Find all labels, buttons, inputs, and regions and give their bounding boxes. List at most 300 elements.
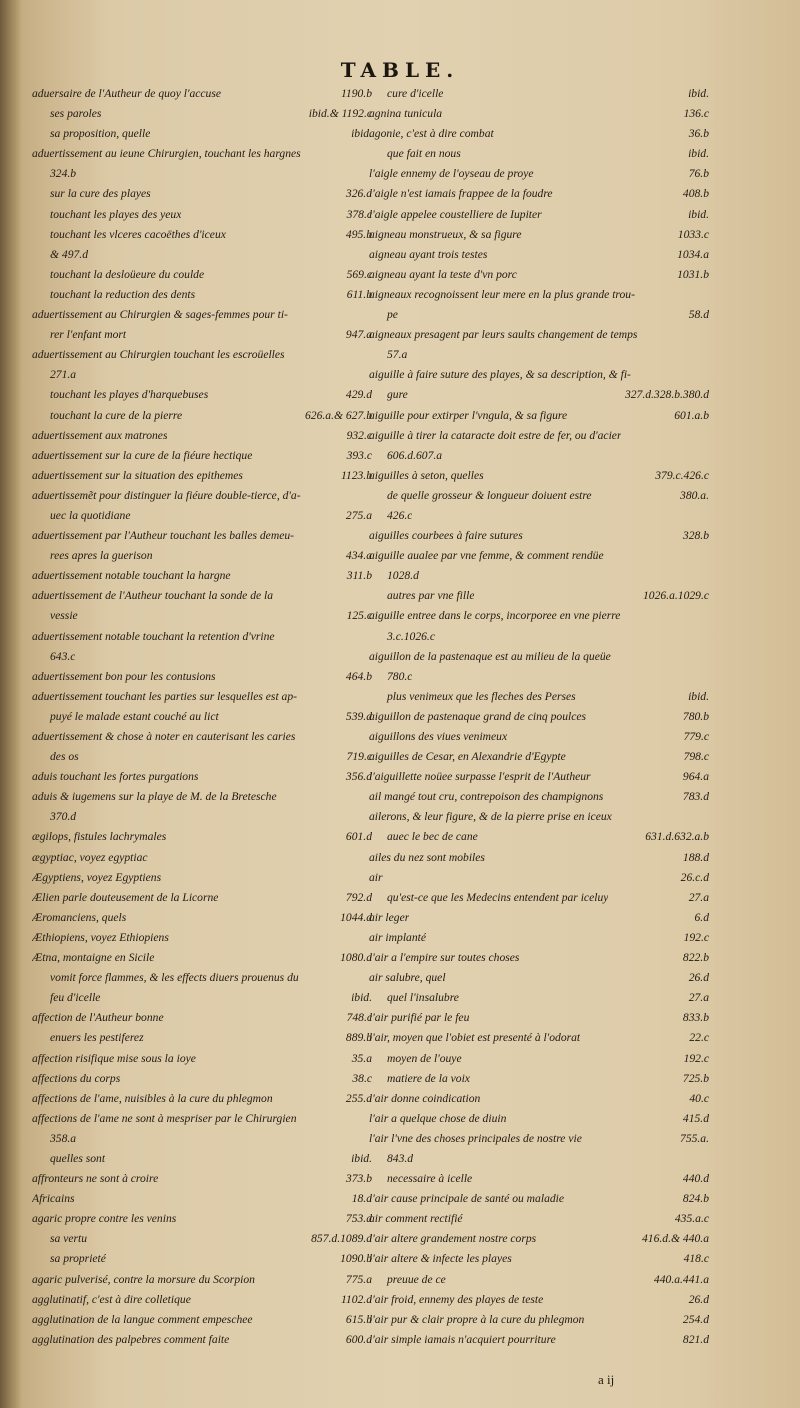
index-entry <box>369 164 709 184</box>
index-entry-page: 435.a.c <box>674 1212 709 1226</box>
index-entry-text: sa proposition, quelle <box>50 127 151 141</box>
index-entry-page: 408.b <box>682 187 709 201</box>
index-entry-text: aiguille entree dans le corps, incorporee en vne pierre <box>369 609 621 623</box>
index-entry-text: agnina tunicula <box>369 107 443 121</box>
index-entry-text: aduertissement sur la situation des epithemes <box>32 468 243 482</box>
index-entry <box>369 104 709 124</box>
index-entry <box>369 566 709 586</box>
index-entry-page: 415.d <box>682 1111 709 1125</box>
index-entry <box>369 848 709 868</box>
index-entry <box>369 1028 709 1048</box>
index-entry-page: ibid. <box>351 127 372 141</box>
index-entry-text: aduertissement bon pour les contusions <box>32 669 216 683</box>
index-entry-text: aduertissemẽt pour distinguer la fiéure double-tierce, d'a- <box>32 488 301 502</box>
index-entry-page: ibid. <box>351 1151 372 1165</box>
index-entry-text: 780.c <box>387 669 413 683</box>
index-entry-text: necessaire à icelle <box>387 1172 473 1186</box>
index-entry <box>32 647 372 667</box>
index-entry-page: 393.c <box>346 448 372 462</box>
index-entry <box>369 1290 709 1310</box>
index-entry-page: 780.b <box>682 709 709 723</box>
index-entry-text: puyé le malade estant couché au lict <box>50 709 219 723</box>
index-entry-text: agglutinatif, c'est à dire colletique <box>32 1292 191 1306</box>
index-entry-text: Ætna, montaigne en Sicile <box>32 951 155 965</box>
index-entry-page: 798.c <box>683 750 709 764</box>
index-entry-text: ægilops, fistules lachrymales <box>32 830 167 844</box>
index-entry-page: 719.c <box>346 750 372 764</box>
index-entry <box>32 1049 372 1069</box>
index-entry-text: aduertissement sur la cure de la fiéure hectique <box>32 448 253 462</box>
index-entry-text: enuers les pestiferez <box>50 1031 144 1045</box>
index-entry <box>369 1270 709 1290</box>
index-entry-page: ibid.& 1192.c <box>308 107 372 121</box>
index-entry-text: moyen de l'ouye <box>387 1051 462 1065</box>
index-entry-text: ægyptiac, voyez egyptiac <box>32 850 148 864</box>
index-entry-page: 6.d <box>694 910 709 924</box>
index-entry-text: l'air donne coindication <box>369 1091 481 1105</box>
index-entry-text: aigneaux presagent par leurs saults changement de temps <box>369 328 638 342</box>
index-entry <box>369 265 709 285</box>
index-entry-page: 434.a <box>345 549 372 563</box>
index-entry-page: 600.a <box>345 1332 372 1346</box>
index-entry-page: 27.a <box>688 890 709 904</box>
index-entry-page: 725.b <box>682 1071 709 1085</box>
index-entry-text: aduertissement au ieune Chirurgien, touchant les hargnes <box>32 147 301 161</box>
index-entry-page: 822.b <box>682 951 709 965</box>
index-entry-text: auec le bec de cane <box>387 830 478 844</box>
index-entry <box>369 466 709 486</box>
index-entry-page: 569.c <box>346 267 372 281</box>
index-entry-text: ail mangé tout cru, contrepoison des champignons <box>369 790 604 804</box>
index-entry-text: cure d'icelle <box>387 87 444 100</box>
index-entry-page: 779.c <box>683 730 709 743</box>
index-entry-text: aduersaire de l'Autheur de quoy l'accuse <box>32 87 222 100</box>
signature-mark: a ij <box>598 1372 615 1387</box>
index-entry-page: ibid. <box>688 689 709 703</box>
index-entry-text: rer l'enfant mort <box>50 328 127 342</box>
index-entry-page: 418.c <box>683 1252 709 1266</box>
index-entry <box>369 586 709 606</box>
index-entry-text: affronteurs ne sont à croire <box>32 1172 159 1186</box>
index-entry-page: 932.c <box>346 428 372 442</box>
index-entry <box>32 184 372 204</box>
index-entry-text: Æthiopiens, voyez Ethiopiens <box>32 930 169 944</box>
index-entry-text: 1028.d <box>387 569 419 583</box>
page-title: TABLE. <box>340 58 460 82</box>
index-entry-text: 606.d.607.a <box>387 448 443 462</box>
index-entry <box>32 868 372 888</box>
index-entry-text: aduertissement au Chirurgien & sages-femmes pour ti- <box>32 308 288 322</box>
index-entry-text: aduis touchant les fortes purgations <box>32 770 199 784</box>
index-entry <box>369 225 709 245</box>
index-entry-page: 601.d <box>345 830 372 844</box>
index-entry <box>32 305 372 325</box>
index-entry-text: aigneaux recognoissent leur mere en la plus grande trou- <box>369 287 635 301</box>
index-entry <box>32 385 372 405</box>
index-entry-page: 188.d <box>682 850 709 864</box>
index-entry <box>369 526 709 546</box>
index-entry <box>32 365 372 385</box>
index-entry-page: 755.a. <box>680 1131 709 1145</box>
index-entry <box>369 345 709 365</box>
index-entry <box>32 285 372 305</box>
index-entry <box>32 104 372 124</box>
index-entry <box>32 727 372 747</box>
index-entry-text: 370.d <box>50 810 77 824</box>
index-entry <box>369 1149 709 1169</box>
index-entry-text: aiguillons des viues venimeux <box>369 730 508 743</box>
index-entry-text: aduertissement par l'Autheur touchant les balles demeu- <box>32 529 295 543</box>
index-entry <box>32 1209 372 1229</box>
index-entry <box>369 908 709 928</box>
index-entry <box>369 707 709 727</box>
index-entry-text: matiere de la voix <box>387 1071 470 1085</box>
index-entry-page: 26.d <box>688 1292 709 1306</box>
index-entry-page: 783.d <box>682 790 709 804</box>
index-entry <box>32 526 372 546</box>
index-entry-text: plus venimeux que les fleches des Perses <box>387 689 576 703</box>
index-entry-text: air <box>369 870 383 884</box>
index-entry-text: pe <box>387 308 398 322</box>
index-entry-page: 36.b <box>688 127 709 141</box>
index-entry-page: ibid. <box>688 207 709 221</box>
index-entry-page: 35.a <box>351 1051 372 1065</box>
index-entry <box>32 144 372 164</box>
index-entry-page: 416.d.& 440.a <box>642 1232 709 1246</box>
index-entry-text: aiguille aualee par vne femme, & comment rendüe <box>369 549 604 563</box>
index-entry-text: l'aigle ennemy de l'oyseau de proye <box>369 167 534 181</box>
index-entry <box>369 124 709 144</box>
index-entry-text: aiguille à tirer la cataracte doit estre de fer, ou d'acier <box>369 428 622 442</box>
index-entry-page: 748.c <box>346 1011 372 1025</box>
index-entry <box>369 888 709 908</box>
index-entry <box>369 1209 709 1229</box>
index-entry-text: agaric pulverisé, contre la morsure du Scorpion <box>32 1272 255 1286</box>
index-entry-page: 38.c <box>352 1071 372 1085</box>
index-entry <box>369 727 709 747</box>
index-entry <box>369 988 709 1008</box>
index-entry-page: 889.b <box>345 1031 372 1045</box>
index-entry <box>369 1008 709 1028</box>
index-entry-text: aduertissement de l'Autheur touchant la sonde de la <box>32 589 274 603</box>
index-entry-page: 947.a <box>345 328 372 342</box>
index-entry-page: 1031.b <box>677 267 709 281</box>
index-entry <box>32 486 372 506</box>
index-entry-page: 833.b <box>682 1011 709 1025</box>
index-entry <box>369 687 709 707</box>
index-entry <box>32 687 372 707</box>
index-entry-text: air leger <box>369 910 410 924</box>
index-entry-text: quelles sont <box>50 1151 106 1165</box>
index-entry <box>369 667 709 687</box>
index-entry-text: aigneau ayant trois testes <box>369 247 488 261</box>
index-entry <box>32 988 372 1008</box>
index-entry <box>32 1008 372 1028</box>
index-entry <box>32 968 372 988</box>
index-entry <box>369 747 709 767</box>
index-entry-page: 1190.b <box>340 87 372 100</box>
index-entry-text: agglutination de la langue comment empeschee <box>32 1312 253 1326</box>
index-entry <box>32 1189 372 1209</box>
index-entry-page: ibid. <box>351 991 372 1005</box>
index-entry <box>369 1189 709 1209</box>
index-entry <box>32 265 372 285</box>
index-entry-text: aigneau ayant la teste d'vn porc <box>369 267 517 281</box>
index-entry-text: affection risifique mise sous la ioye <box>32 1051 196 1065</box>
index-entry <box>32 1270 372 1290</box>
index-entry-text: aduertissement notable touchant la hargne <box>32 569 231 583</box>
index-entry <box>32 446 372 466</box>
index-entry-page: 824.b <box>682 1192 709 1206</box>
index-entry-page: 429.d <box>345 388 372 402</box>
index-entry-page: 753.d <box>345 1212 372 1226</box>
index-entry <box>369 1089 709 1109</box>
index-entry-page: 1090.b <box>340 1252 372 1266</box>
index-entry-page: 380.a. <box>680 488 709 502</box>
index-entry-page: 539.d <box>345 709 372 723</box>
index-entry-page: 964.a <box>682 770 709 784</box>
index-entry-page: 26.c.d <box>680 870 709 884</box>
index-entry <box>32 1229 372 1249</box>
index-entry-page: 327.d.328.b.380.d <box>624 388 709 402</box>
index-entry-page: 356.d <box>345 770 372 784</box>
index-entry <box>32 1089 372 1109</box>
index-entry <box>369 486 709 506</box>
index-entry-text: Ægyptiens, voyez Egyptiens <box>32 870 162 884</box>
index-entry-page: 328.b <box>682 529 709 543</box>
index-entry-text: autres par vne fille <box>387 589 475 603</box>
index-entry-text: quel l'insalubre <box>387 991 459 1005</box>
index-entry-text: touchant les playes des yeux <box>50 207 182 221</box>
index-entry <box>32 164 372 184</box>
index-entry-text: aiguille pour extirper l'vngula, & sa figure <box>369 408 568 422</box>
index-entry <box>32 1149 372 1169</box>
index-entry <box>369 446 709 466</box>
index-entry-page: ibid. <box>688 147 709 161</box>
index-entry <box>369 606 709 626</box>
index-entry <box>369 506 709 526</box>
index-entry-text: l'air cause principale de santé ou maladie <box>369 1192 565 1206</box>
index-entry-text: agglutination des palpebres comment faite <box>32 1332 230 1346</box>
index-entry-text: l'air a quelque chose de diuin <box>369 1111 507 1125</box>
index-entry-page: 775.a <box>345 1272 372 1286</box>
index-entry-text: & 497.d <box>50 247 89 261</box>
index-entry-text: l'air altere & infecte les playes <box>369 1252 512 1266</box>
index-entry-page: 275.a <box>345 508 372 522</box>
index-entry-page: 326.a <box>345 187 372 201</box>
index-entry-page: 192.c <box>683 1051 709 1065</box>
index-entry <box>32 667 372 687</box>
index-entry-text: vomit force flammes, & les effects diuers prouenus du <box>50 971 299 985</box>
index-entry-text: aiguillon de pastenaque grand de cinq poulces <box>369 709 587 723</box>
index-entry-page: 601.a.b <box>674 408 709 422</box>
index-entry-text: affection de l'Autheur bonne <box>32 1011 164 1025</box>
index-entry-text: vessie <box>50 609 78 623</box>
index-entry-text: agaric propre contre les venins <box>32 1212 177 1226</box>
index-entry <box>369 1169 709 1189</box>
index-entry-text: 643.c <box>50 649 76 663</box>
index-entry <box>369 1109 709 1129</box>
index-entry-text: l'aigle appelee coustelliere de Iupiter <box>369 207 542 221</box>
index-entry-text: air comment rectifié <box>369 1212 463 1226</box>
index-entry-page: ibid. <box>688 87 709 100</box>
index-entry-text: rees apres la guerison <box>50 549 153 563</box>
index-column-left <box>32 84 372 1350</box>
index-entry-text: affections de l'ame ne sont à mespriser par le Chirurgien <box>32 1111 297 1125</box>
index-entry-page: 792.d <box>345 890 372 904</box>
index-entry <box>369 205 709 225</box>
index-entry-text: 271.a <box>50 368 77 382</box>
index-entry <box>369 546 709 566</box>
index-entry-text: aduertissement aux matrones <box>32 428 168 442</box>
index-entry-text: qu'est-ce que les Medecins entendent par iceluy <box>387 890 609 904</box>
index-entry-text: que fait en nous <box>387 147 461 161</box>
index-entry-text: feu d'icelle <box>50 991 101 1005</box>
index-entry-page: 1034.a <box>677 247 709 261</box>
index-entry-text: l'air pur & clair propre à la cure du phlegmon <box>369 1312 585 1326</box>
index-entry-text: preuue de ce <box>387 1272 446 1286</box>
index-entry-text: l'air simple iamais n'acquiert pourriture <box>369 1332 556 1346</box>
index-entry-page: 611.b <box>346 287 372 301</box>
index-entry-text: aduis & iugemens sur la playe de M. de la Bretesche <box>32 790 277 804</box>
index-entry-text: ses paroles <box>50 107 102 121</box>
index-entry-page: 311.b <box>346 569 372 583</box>
index-entry <box>32 1249 372 1269</box>
index-entry-text: l'aiguillette noüee surpasse l'esprit de l'Autheur <box>369 770 591 784</box>
index-entry-page: 378.c <box>346 207 372 221</box>
index-entry <box>369 144 709 164</box>
index-entry <box>369 1229 709 1249</box>
index-entry <box>32 627 372 647</box>
index-entry-text: l'aigle n'est iamais frappee de la foudre <box>369 187 553 201</box>
index-entry-text: l'air, moyen que l'obiet est presenté à l'odorat <box>369 1031 581 1045</box>
index-entry <box>32 84 372 104</box>
index-entry <box>369 325 709 345</box>
index-entry-page: 254.d <box>682 1312 709 1326</box>
index-entry-text: Ælien parle douteusement de la Licorne <box>32 890 219 904</box>
index-entry <box>32 928 372 948</box>
index-entry-text: l'air froid, ennemy des playes de teste <box>369 1292 544 1306</box>
index-entry-page: 440.d <box>682 1172 709 1186</box>
index-entry-text: 57.a <box>387 348 408 362</box>
index-entry-page: 58.d <box>688 308 709 322</box>
index-entry-text: 324.b <box>50 167 77 181</box>
binding-gutter <box>0 0 22 1408</box>
index-entry <box>32 1330 372 1350</box>
index-entry-page: 1080.a <box>340 951 372 965</box>
index-entry-text: l'air altere grandement nostre corps <box>369 1232 537 1246</box>
index-entry-text: aduertissement au Chirurgien touchant les escroüelles <box>32 348 285 362</box>
index-entry-text: des os <box>50 750 79 764</box>
index-entry-text: de quelle grosseur & longueur doiuent estre <box>387 488 592 502</box>
index-entry-text: sur la cure des playes <box>50 187 151 201</box>
index-entry-text: ailerons, & leur figure, & de la pierre prise en iceux <box>369 810 612 824</box>
index-entry <box>32 325 372 345</box>
index-entry-text: l'air l'vne des choses principales de nostre vie <box>369 1131 582 1145</box>
index-entry-text: aiguilles courbees à faire sutures <box>369 529 523 543</box>
index-entry <box>369 807 709 827</box>
index-entry <box>32 787 372 807</box>
index-entry <box>32 406 372 426</box>
index-entry <box>32 586 372 606</box>
index-entry <box>32 1290 372 1310</box>
index-entry-page: 22.c <box>689 1031 709 1045</box>
index-entry-text: touchant la cure de la pierre <box>50 408 183 422</box>
index-entry-text: gure <box>387 388 408 402</box>
index-entry <box>369 647 709 667</box>
index-entry-text: air implanté <box>369 930 427 944</box>
index-entry-text: Æromanciens, quels <box>32 910 127 924</box>
index-entry <box>369 627 709 647</box>
index-entry <box>369 1129 709 1149</box>
index-entry <box>32 566 372 586</box>
index-entry-page: 76.b <box>688 167 709 181</box>
index-entry-text: touchant les vlceres cacoëthes d'iceux <box>50 227 226 241</box>
index-entry-text: Africains <box>32 1192 75 1206</box>
index-entry <box>369 1330 709 1350</box>
index-entry-page: 26.d <box>688 971 709 985</box>
index-column-right <box>369 84 709 1350</box>
index-entry <box>32 124 372 144</box>
index-entry-text: l'air purifié par le feu <box>369 1011 470 1025</box>
index-entry-text: sa proprieté <box>50 1252 106 1266</box>
index-entry <box>369 868 709 888</box>
index-entry-page: 626.a.& 627.b <box>305 408 372 422</box>
index-entry-text: touchant la desloüeure du coulde <box>50 267 205 281</box>
index-entry <box>32 1069 372 1089</box>
index-entry <box>369 1069 709 1089</box>
index-entry-page: 615.b <box>345 1312 372 1326</box>
index-entry-text: 426.c <box>387 508 413 522</box>
index-entry-text: ailes du nez sont mobiles <box>369 850 485 864</box>
index-entry-text: aduertissement & chose à noter en cauterisant les caries <box>32 730 296 743</box>
index-entry-text: affections du corps <box>32 1071 121 1085</box>
index-entry <box>32 205 372 225</box>
index-entry <box>369 948 709 968</box>
index-entry <box>369 285 709 305</box>
index-entry <box>369 365 709 385</box>
index-entry-page: 631.d.632.a.b <box>645 830 709 844</box>
index-entry <box>369 84 709 104</box>
index-entry-page: 857.d.1089.d <box>311 1232 372 1246</box>
index-entry <box>32 1109 372 1129</box>
index-entry-text: aiguilles à seton, quelles <box>369 468 484 482</box>
index-entry-page: 1033.c <box>677 227 709 241</box>
index-entry <box>369 1249 709 1269</box>
index-entry-text: uec la quotidiane <box>50 508 131 522</box>
index-entry <box>32 1028 372 1048</box>
index-entry <box>369 305 709 325</box>
index-entry <box>369 968 709 988</box>
index-entry-text: 3.c.1026.c <box>387 629 435 643</box>
index-entry-text: aiguillon de la pastenaque est au milieu de la queüe <box>369 649 611 663</box>
index-entry-page: 192.c <box>683 930 709 944</box>
index-entry-page: 1026.a.1029.c <box>642 589 709 603</box>
index-entry <box>32 546 372 566</box>
index-entry-text: aduertissement touchant les parties sur lesquelles est ap- <box>32 689 298 703</box>
index-entry-text: aduertissement notable touchant la retention d'vrine <box>32 629 275 643</box>
index-entry-text: 843.d <box>387 1151 414 1165</box>
index-entry-page: 18.a <box>351 1192 372 1206</box>
index-entry <box>32 426 372 446</box>
index-entry <box>32 466 372 486</box>
index-entry-text: affections de l'ame, nuisibles à la cure du phlegmon <box>32 1091 273 1105</box>
index-entry-page: 464.b <box>345 669 372 683</box>
index-entry-page: 1123.b <box>340 468 372 482</box>
index-entry <box>32 606 372 626</box>
index-entry-text: agonie, c'est à dire combat <box>369 127 494 141</box>
index-entry-page: 40.c <box>689 1091 709 1105</box>
